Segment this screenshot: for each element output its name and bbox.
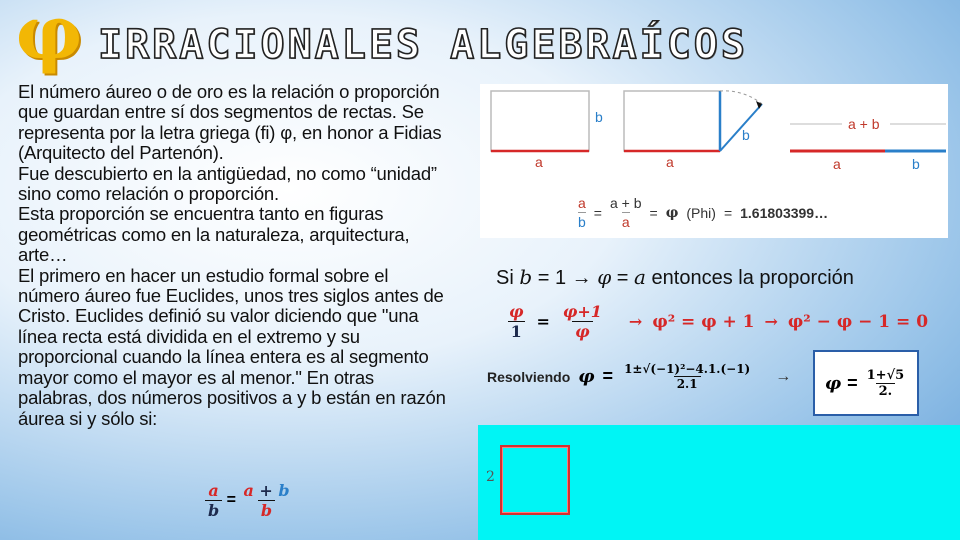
arrow: → — [571, 267, 592, 289]
numerator — [240, 481, 292, 500]
segment-a-label: a — [833, 156, 841, 172]
numerator: 1±√(−1)²−4.1.(−1) — [624, 362, 751, 376]
condition-line — [496, 265, 854, 290]
ratio-num: a + b — [609, 195, 642, 211]
numerator: φ+1 — [562, 302, 602, 321]
rect1-base-label: a — [535, 154, 543, 170]
phi-value-equation — [578, 194, 828, 231]
phi-symbol: φ — [665, 204, 679, 221]
rotation-arc — [720, 91, 762, 104]
result-fraction — [864, 368, 908, 399]
resolviendo-label: Resolviendo — [487, 368, 571, 385]
phi-logo: φ — [15, 0, 83, 76]
arrow-1: → — [628, 312, 643, 331]
phi-name: (Phi) — [686, 204, 716, 221]
golden-ratio-formula — [205, 481, 293, 520]
fraction-a-plus-b-over-b — [240, 481, 292, 520]
denominator: 2.1 — [674, 376, 701, 391]
var-a: a — [634, 265, 646, 289]
denominator: 1 — [508, 321, 525, 341]
ratio-num: a — [578, 195, 586, 211]
fraction-phi-plus-1-over-phi — [560, 302, 605, 341]
line-total-label: a + b — [848, 116, 880, 132]
cyan-figure-panel — [478, 425, 960, 540]
paragraph-definition: El número áureo o de oro es la relación o proporción que guardan entre sí dos segmentos de rectas. Se representa por la letra griega (fi) φ, en honor a Fidias (Arquitecto del Partenón). — [18, 81, 442, 164]
denominator: b — [205, 500, 222, 520]
segment-b-label: b — [912, 156, 920, 172]
paragraph-nature: Esta proporción se encuentra tanto en figuras geométricas como en la naturaleza, arquitectura, arte… — [18, 203, 410, 266]
denominator: φ — [572, 321, 592, 341]
equals-one: = 1 — [537, 267, 567, 289]
si-word: Si — [496, 267, 514, 289]
side-label: 2 — [486, 469, 495, 485]
quadratic-derivation — [506, 302, 928, 341]
fraction-a-over-b — [205, 481, 222, 520]
rotated-diagonal — [720, 104, 762, 151]
plus-sign: + — [259, 481, 273, 500]
step-2: φ² − φ − 1 = 0 — [787, 311, 929, 332]
rect1-side-label: b — [595, 109, 603, 125]
ratio-den: b — [578, 214, 586, 230]
solving-line — [487, 362, 791, 391]
rectangle-1 — [491, 91, 589, 151]
equals-1: = — [593, 204, 602, 221]
numerator: a — [208, 481, 219, 500]
golden-rectangle-diagram — [480, 84, 948, 238]
page-title: IRRACIONALES ALGEBRAÍCOS — [98, 22, 748, 68]
denominator: b — [258, 500, 275, 520]
arrow: → — [775, 367, 792, 385]
ratio-den: a — [621, 214, 630, 230]
rect2-side-label: b — [742, 127, 750, 143]
phi-result-box — [813, 350, 919, 416]
equals-2: = — [649, 204, 658, 221]
paragraph-discovery: Fue descubierto en la antigüedad, no como “unidad” sino como relación o proporción. — [18, 162, 437, 205]
rectangle-2 — [624, 91, 720, 151]
body-text — [18, 82, 448, 429]
equals: = — [616, 267, 629, 289]
phi-value: 1.61803399… — [740, 204, 829, 221]
phi-symbol: φ — [578, 366, 595, 387]
red-square — [500, 445, 570, 515]
paragraph-euclides: El primero en hacer un estudio formal sobre el número áureo fue Euclides, unos tres siglos antes de Cristo. Euclides definió su valor diciendo que "una línea recta está dividida en el extremo y su proporcional cuando la línea entera es al segmento mayor como el mayor es al menor." En otras palabras, dos números positivos a y b están en razón áurea si y sólo si: — [18, 264, 446, 429]
rect2-base-label: a — [666, 154, 674, 170]
phi-symbol: φ — [824, 372, 842, 394]
equals-sign: = — [847, 372, 858, 393]
condition-rest: entonces la proporción — [651, 267, 854, 289]
numerator: φ — [509, 302, 524, 321]
term-b: b — [278, 481, 290, 500]
equals-3: = — [723, 204, 733, 221]
numerator: 1+√5 — [866, 367, 905, 383]
quadratic-formula — [621, 362, 753, 391]
fraction-phi-over-1 — [506, 302, 526, 341]
arrow-2: → — [764, 312, 778, 331]
step-1: φ² = φ + 1 — [652, 311, 755, 332]
ratio-ab-a — [610, 194, 642, 231]
var-b: b — [519, 265, 533, 289]
denominator: 2. — [876, 383, 896, 399]
equals-sign: = — [226, 491, 236, 509]
equals-sign: = — [536, 312, 550, 331]
arc-arrowhead — [756, 101, 762, 109]
ratio-a-b — [578, 194, 586, 231]
equals-sign: = — [602, 366, 614, 386]
var-phi: φ — [597, 265, 612, 289]
term-a: a — [243, 481, 254, 500]
